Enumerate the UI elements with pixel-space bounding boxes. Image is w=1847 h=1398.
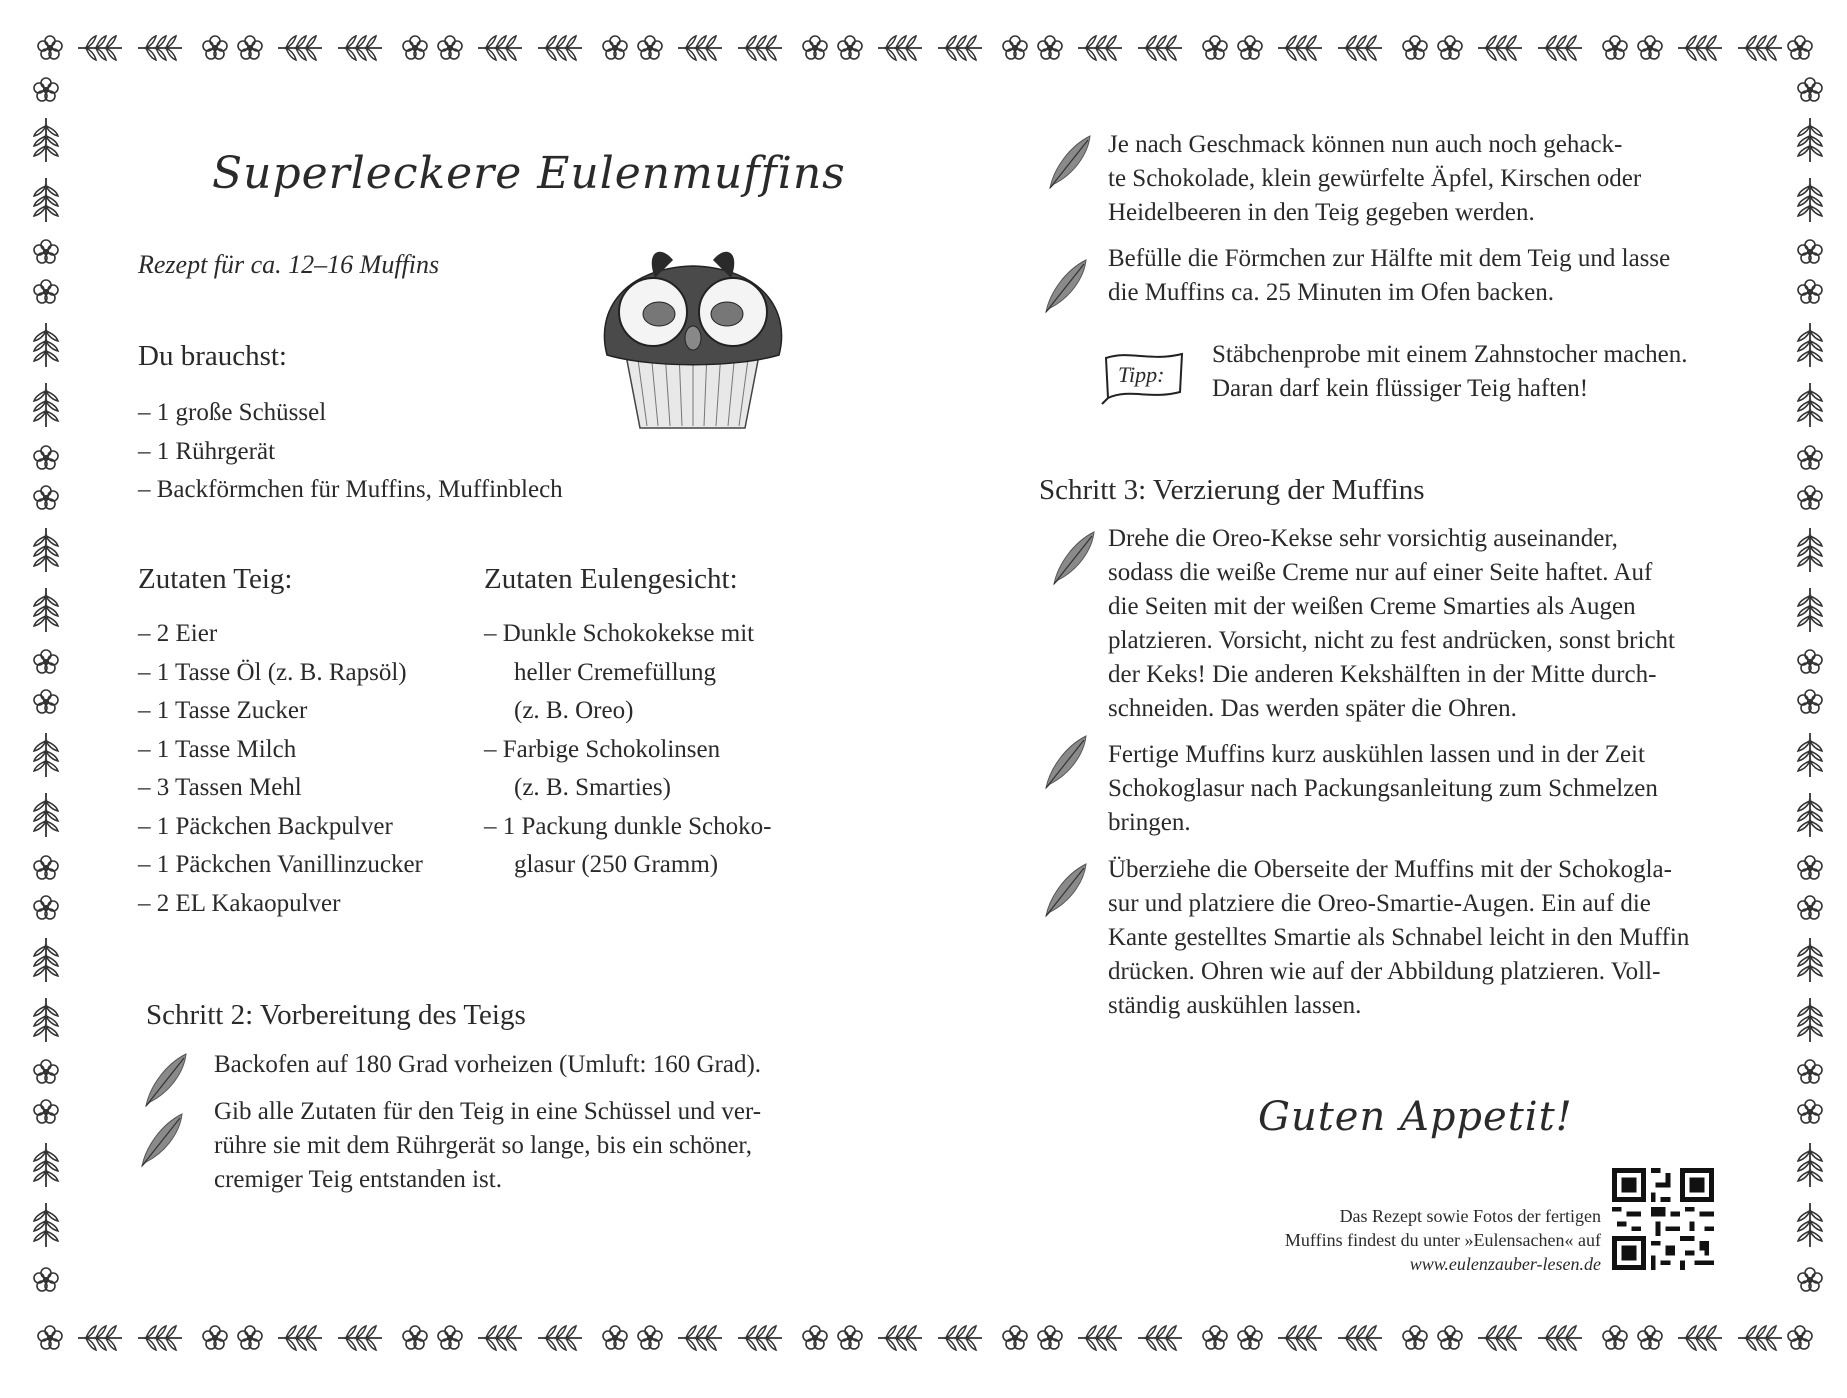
border-top: [30, 28, 1817, 68]
list-item: – Farbige Schokolinsen: [484, 735, 721, 763]
step3-paragraph-2: Fertige Muffins kurz auskühlen lassen und in der Zeit Schokoglasur nach Packungsanleitung zum Schmelzen bringen.: [1108, 741, 1658, 836]
recipe-yield: Rezept für ca. 12–16 Muffins: [138, 250, 440, 279]
border-bottom: [30, 1318, 1817, 1358]
feather-icon: [1044, 134, 1094, 190]
dough-heading: Zutaten Teig:: [138, 563, 293, 595]
face-heading: Zutaten Eulengesicht:: [484, 563, 738, 595]
list-item: – 2 EL Kakaopulver: [138, 889, 341, 917]
list-item: (z. B. Oreo): [514, 697, 634, 724]
footer-note: Das Rezept sowie Fotos der fertigen Muffins findest du unter »Eulensachen« auf www.eulenzauber-lesen.de: [1284, 1206, 1601, 1274]
list-item: – 2 Eier: [138, 620, 218, 647]
face-list: [484, 615, 771, 885]
list-item: heller Cremefüllung: [514, 658, 717, 686]
list-item: – 1 Päckchen Backpulver: [138, 812, 393, 840]
recipe-title: Superleckere Eulenmuffins: [212, 148, 846, 199]
tip-label: Tipp:: [1118, 362, 1165, 387]
step3-paragraph-3: Überziehe die Oberseite der Muffins mit der Schokogla- sur und platziere die Oreo-Smartie-Augen. Ein auf die Kante gestelltes Smartie als Schnabel leicht in den Muffin drücken. Ohren wie auf der Abbildung platzieren. Voll- ständig auskühlen lassen.: [1108, 856, 1690, 1019]
list-item: glasur (250 Gramm): [514, 851, 719, 878]
tip-text: Stäbchenprobe mit einem Zahnstocher machen. Daran darf kein flüssiger Teig haften!: [1212, 341, 1688, 402]
border-right: [1790, 70, 1830, 1328]
step2-paragraph-2: Gib alle Zutaten für den Teig in eine Schüssel und ver- rühre sie mit dem Rührgerät so lange, bis ein schöner, cremiger Teig entstanden ist.: [214, 1098, 762, 1193]
closing-text: Guten Appetit!: [1258, 1094, 1573, 1140]
feather-icon: [140, 1052, 190, 1108]
dough-list: [138, 615, 423, 923]
feather-icon: [1040, 862, 1090, 918]
step2-paragraph-1: Backofen auf 180 Grad vorheizen (Umluft: 160 Grad).: [214, 1051, 762, 1078]
step3-heading: Schritt 3: Verzierung der Muffins: [1039, 474, 1425, 506]
step3-paragraph-1: Drehe die Oreo-Kekse sehr vorsichtig auseinander, sodass die weiße Creme nur auf einer Seite haftet. Auf die Seiten mit der weißen Creme Smarties als Augen platzieren. Vorsicht, nicht zu fest andrücken, sonst bricht der Keks! Die anderen Kekshälften in der Mitte durch- schneiden. Das werden später die Ohren.: [1108, 525, 1675, 722]
footer-link[interactable]: www.eulenzauber-lesen.de: [1409, 1254, 1601, 1274]
tools-list: [138, 394, 563, 510]
list-item: – 1 Rührgerät: [138, 437, 276, 465]
feather-icon: [136, 1112, 186, 1168]
list-item: – 1 Tasse Öl (z. B. Rapsöl): [138, 658, 407, 686]
feather-icon: [1048, 530, 1098, 586]
list-item: – 1 Tasse Zucker: [138, 697, 308, 724]
list-item: – Backförmchen für Muffins, Muffinblech: [138, 476, 563, 503]
list-item: – 3 Tassen Mehl: [138, 774, 302, 801]
right-paragraph-1: Je nach Geschmack können nun auch noch gehack- te Schokolade, klein gewürfelte Äpfel, Kirschen oder Heidelbeeren in den Teig gegeben werden.: [1108, 131, 1642, 226]
step2-heading: Schritt 2: Vorbereitung des Teigs: [146, 999, 526, 1031]
feather-icon: [1040, 734, 1090, 790]
list-item: – 1 Packung dunkle Schoko-: [484, 812, 772, 840]
list-item: (z. B. Smarties): [514, 774, 671, 801]
list-item: – 1 Päckchen Vanillinzucker: [138, 851, 423, 878]
tools-heading: Du brauchst:: [138, 340, 287, 372]
owl-muffin-illustration: [585, 240, 800, 435]
qr-code-icon[interactable]: [1612, 1168, 1714, 1270]
right-paragraph-2: Befülle die Förmchen zur Hälfte mit dem Teig und lasse die Muffins ca. 25 Minuten im Ofen backen.: [1108, 245, 1671, 306]
list-item: – Dunkle Schokokekse mit: [484, 620, 755, 647]
feather-icon: [1040, 258, 1090, 314]
list-item: – 1 Tasse Milch: [138, 735, 297, 763]
list-item: – 1 große Schüssel: [138, 399, 327, 426]
border-left: [26, 70, 66, 1328]
